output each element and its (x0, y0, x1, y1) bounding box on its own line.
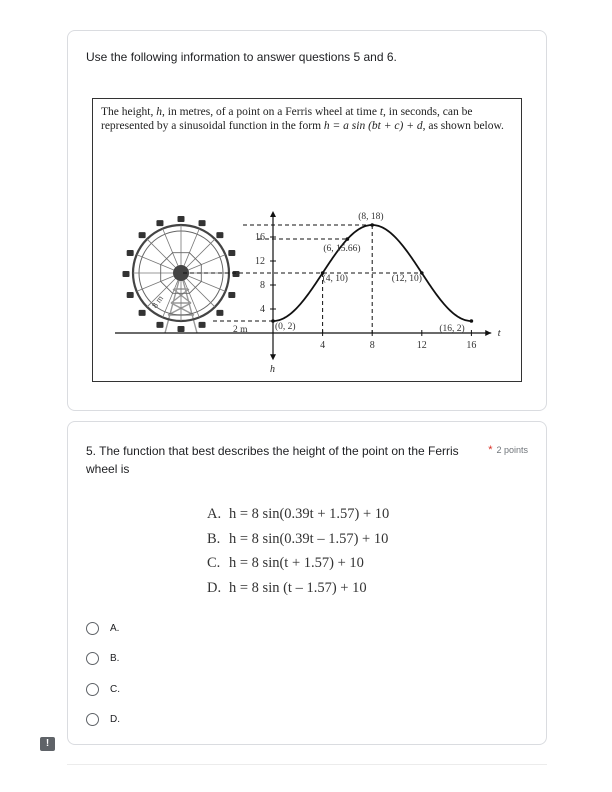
y-axis-label: h (270, 364, 275, 376)
point-annotation: (6, 15.66) (323, 244, 361, 255)
y-tick-label: 12 (255, 256, 265, 267)
option-b[interactable] (86, 644, 120, 675)
choice-line-b: B. h = 8 sin(0.39t – 1.57) + 10 (207, 530, 389, 547)
option-a-label: A. (110, 622, 120, 634)
figure-description: The height, h, in metres, of a point on a Ferris wheel at time t, in seconds, can be represented by a sinusoidal function in the form h = a sin (bt + c) + d, as shown below. (101, 106, 504, 132)
x-tick-label: 16 (466, 340, 477, 351)
option-b-label: B. (110, 653, 120, 665)
bottom-divider (67, 764, 547, 765)
required-star: * (488, 444, 493, 456)
gondola (139, 310, 146, 316)
y-tick-label: 8 (260, 280, 265, 291)
gondola (216, 232, 223, 238)
data-point (346, 237, 350, 241)
x-tick-label: 8 (369, 340, 375, 351)
point-annotation: (0, 2) (275, 322, 296, 332)
option-c[interactable] (86, 674, 120, 705)
point-annotation: (12, 10) (391, 274, 422, 284)
report-problem-icon[interactable]: ! (40, 737, 55, 751)
gondola (199, 220, 206, 226)
x-axis-arrow (485, 330, 491, 336)
option-c-label: C. (110, 683, 120, 695)
option-d[interactable] (86, 705, 120, 736)
gondola (228, 250, 235, 256)
ferris-wheel-figure (92, 98, 522, 382)
question-text: 5. The function that best describes the height of the point on the Ferris wheel is (86, 444, 459, 476)
gondola (156, 220, 163, 226)
y-tick-label: 4 (260, 304, 265, 315)
radio-options (86, 613, 120, 735)
point-annotation: (4, 10) (322, 274, 348, 284)
points-badge: * 2 points (488, 444, 528, 456)
answer-choices-image (207, 502, 389, 600)
info-card (67, 30, 547, 411)
x-axis-label: t (497, 328, 501, 339)
radio-button-b[interactable] (86, 652, 99, 665)
gondola (216, 310, 223, 316)
y-axis-arrow-bottom (270, 354, 276, 360)
radius-label: 8 m (149, 293, 166, 310)
height-label: 2 m (233, 325, 248, 335)
gondola (199, 322, 206, 328)
gondola (139, 232, 146, 238)
ferris-wheel-chart (93, 99, 521, 381)
radio-button-c[interactable] (86, 683, 99, 696)
gondola (123, 271, 130, 277)
ferris-wheel-drawing (123, 216, 249, 335)
x-tick-label: 4 (320, 340, 326, 351)
gondola (127, 250, 134, 256)
y-tick-label: 16 (255, 232, 265, 243)
point-annotation: (8, 18) (358, 212, 384, 222)
option-a[interactable] (86, 613, 120, 644)
y-axis-arrow-top (270, 211, 276, 217)
gondola (127, 292, 134, 298)
intro-text: Use the following information to answer questions 5 and 6. (86, 50, 397, 64)
radio-button-d[interactable] (86, 713, 99, 726)
gondola (178, 326, 185, 332)
radio-button-a[interactable] (86, 622, 99, 635)
option-d-label: D. (110, 714, 120, 726)
choice-line-a: A. h = 8 sin(0.39t + 1.57) + 10 (207, 506, 390, 522)
point-annotation: (16, 2) (439, 324, 465, 334)
gondola (228, 292, 235, 298)
data-point (370, 223, 374, 227)
question-card (67, 421, 547, 745)
choice-line-c: C. h = 8 sin(t + 1.57) + 10 (207, 555, 364, 571)
data-point (470, 319, 474, 323)
x-tick-label: 12 (416, 340, 427, 351)
gondola (233, 271, 240, 277)
gondola (156, 322, 163, 328)
choice-line-d: D. h = 8 sin (t – 1.57) + 10 (207, 579, 367, 596)
gondola (178, 216, 185, 222)
